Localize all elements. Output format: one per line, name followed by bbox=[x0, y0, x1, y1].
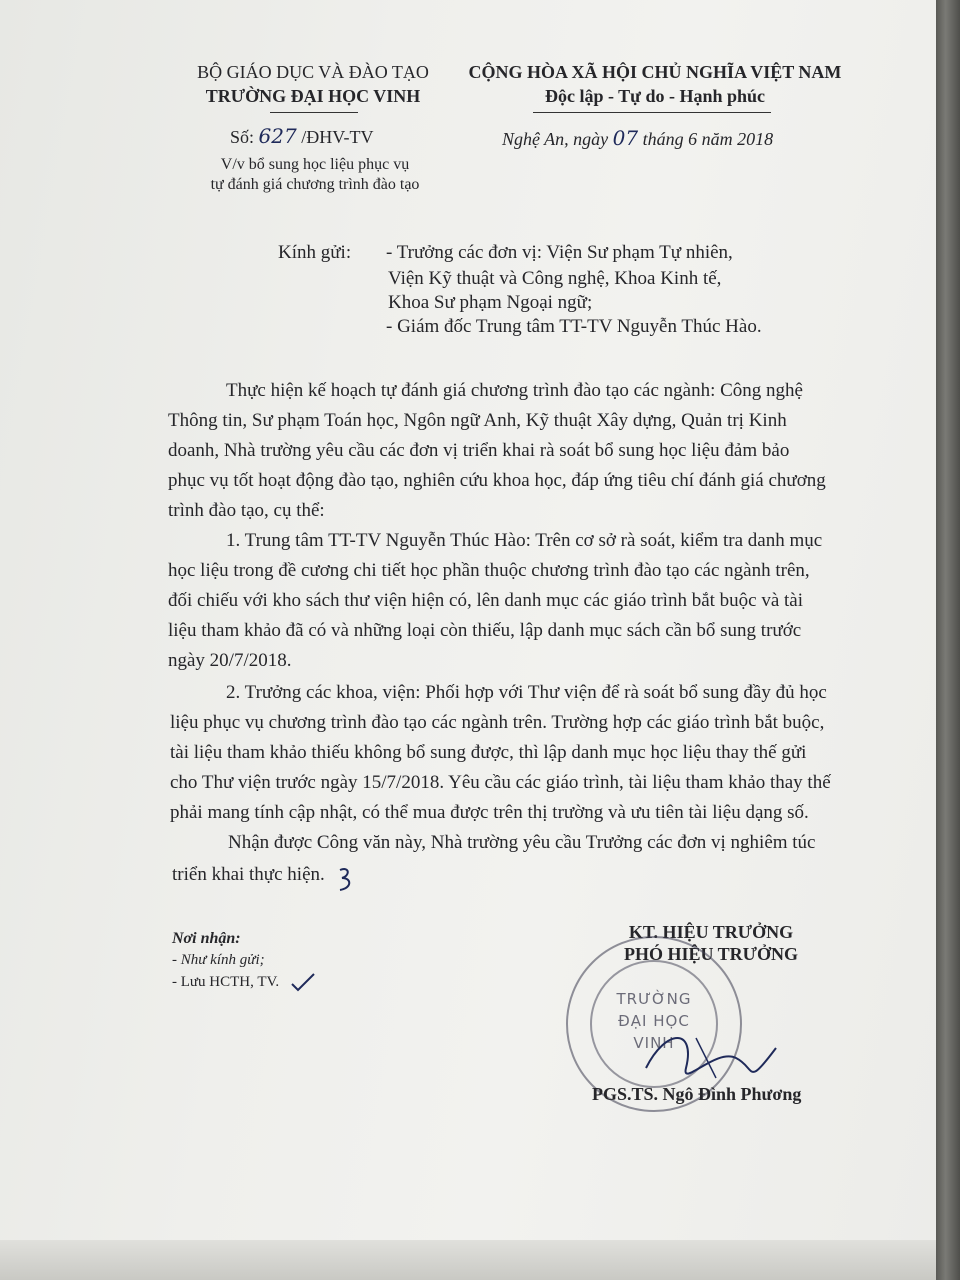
body-p2-line-5: ngày 20/7/2018. bbox=[168, 650, 292, 671]
body-p1-line-2: Thông tin, Sư phạm Toán học, Ngôn ngữ Anh, Kỹ thuật Xây dựng, Quản trị Kinh bbox=[168, 410, 787, 431]
page-edge-shadow bbox=[936, 0, 960, 1280]
number-prefix: Số: bbox=[230, 127, 255, 147]
body-p3-line-1: 2. Trưởng các khoa, viện: Phối hợp với Thư viện để rà soát bổ sung đầy đủ học bbox=[226, 682, 827, 703]
sign-title-2: PHÓ HIỆU TRƯỞNG bbox=[623, 944, 798, 964]
body-p4-line-1: Nhận được Công văn này, Nhà trường yêu cầu Trưởng các đơn vị nghiêm túc bbox=[228, 832, 816, 853]
body-p3-line-5: phải mang tính cập nhật, có thể mua được trên thị trường và ưu tiên tài liệu dạng số. bbox=[170, 802, 809, 823]
initial-mark bbox=[336, 864, 360, 894]
stamp-line-1: TRƯỜNG bbox=[616, 990, 692, 1008]
recipient-line-4: - Giám đốc Trung tâm TT-TV Nguyễn Thúc Hào. bbox=[386, 316, 762, 337]
footer-recipient-2: - Lưu HCTH, TV. bbox=[172, 974, 280, 990]
checkmark bbox=[290, 972, 316, 992]
stamp-line-2: ĐẠI HỌC bbox=[618, 1012, 690, 1030]
recipient-line-3: Khoa Sư phạm Ngoại ngữ; bbox=[388, 292, 593, 313]
recipients-label: Kính gửi: bbox=[278, 242, 352, 263]
body-p4-line-2: triển khai thực hiện. bbox=[172, 864, 325, 885]
subject-line-2: tự đánh giá chương trình đào tạo bbox=[210, 176, 420, 193]
body-p3-line-4: cho Thư viện trước ngày 15/7/2018. Yêu cầu các giáo trình, tài liệu tham khảo thay thế bbox=[170, 772, 831, 793]
university-underline bbox=[270, 112, 358, 113]
body-p3-line-2: liệu phục vụ chương trình đào tạo các ngành trên. Trường hợp các giáo trình bắt buộc, bbox=[170, 712, 825, 733]
recipient-line-2: Viện Kỹ thuật và Công nghệ, Khoa Kinh tế, bbox=[388, 268, 722, 289]
body-p2-line-3: đối chiếu với kho sách thư viện hiện có, lên danh mục các giáo trình bắt buộc và tài bbox=[168, 590, 804, 611]
body-p1-line-3: doanh, Nhà trường yêu cầu các đơn vị triển khai rà soát bổ sung học liệu đảm bảo bbox=[168, 440, 790, 461]
sign-title-1: KT. HIỆU TRƯỞNG bbox=[628, 922, 794, 942]
university-name: TRƯỜNG ĐẠI HỌC VINH bbox=[205, 86, 421, 106]
body-p2-line-4: liệu tham khảo đã có và những loại còn thiếu, lập danh mục sách cần bổ sung trước bbox=[168, 620, 802, 641]
date-prefix: Nghệ An, ngày bbox=[502, 129, 609, 149]
document-number bbox=[230, 124, 374, 148]
recipient-line-1: - Trưởng các đơn vị: Viện Sư phạm Tự nhiên, bbox=[386, 242, 733, 263]
stamp-line-3: VINH bbox=[633, 1034, 675, 1052]
ministry-name: BỘ GIÁO DỤC VÀ ĐÀO TẠO bbox=[197, 62, 429, 82]
body-p3-line-3: tài liệu tham khảo thiếu không bổ sung được, thì lập danh mục học liệu thay thế gửi bbox=[170, 742, 807, 763]
number-handwritten: 627 bbox=[258, 124, 297, 148]
motto-underline bbox=[533, 112, 771, 113]
date-suffix: tháng 6 năm 2018 bbox=[642, 129, 774, 149]
date-day-handwritten: 07 bbox=[612, 126, 639, 150]
national-motto: Độc lập - Tự do - Hạnh phúc bbox=[544, 86, 766, 106]
recipients-footer-label: Nơi nhận: bbox=[172, 930, 241, 947]
body-p2-line-1: 1. Trung tâm TT-TV Nguyễn Thúc Hào: Trên cơ sở rà soát, kiểm tra danh mục bbox=[226, 530, 823, 551]
body-p2-line-2: học liệu trong đề cương chi tiết học phần thuộc chương trình đào tạo các ngành trên, bbox=[168, 560, 810, 581]
country-name: CỘNG HÒA XÃ HỘI CHỦ NGHĨA VIỆT NAM bbox=[468, 62, 842, 82]
signer-name: PGS.TS. Ngô Đình Phương bbox=[592, 1084, 802, 1104]
body-p1-line-4: phục vụ tốt hoạt động đào tạo, nghiên cứu khoa học, đáp ứng tiêu chí đánh giá chương bbox=[168, 470, 826, 491]
document-date bbox=[502, 126, 773, 150]
body-p1-line-5: trình đào tạo, cụ thể: bbox=[168, 500, 325, 521]
subject-line-1: V/v bổ sung học liệu phục vụ bbox=[220, 156, 410, 173]
number-suffix: /ĐHV-TV bbox=[301, 127, 374, 147]
body-p1-line-1: Thực hiện kế hoạch tự đánh giá chương trình đào tạo các ngành: Công nghệ bbox=[226, 380, 803, 401]
footer-recipient-1: - Như kính gửi; bbox=[172, 952, 265, 968]
bottom-shadow bbox=[0, 1240, 936, 1280]
